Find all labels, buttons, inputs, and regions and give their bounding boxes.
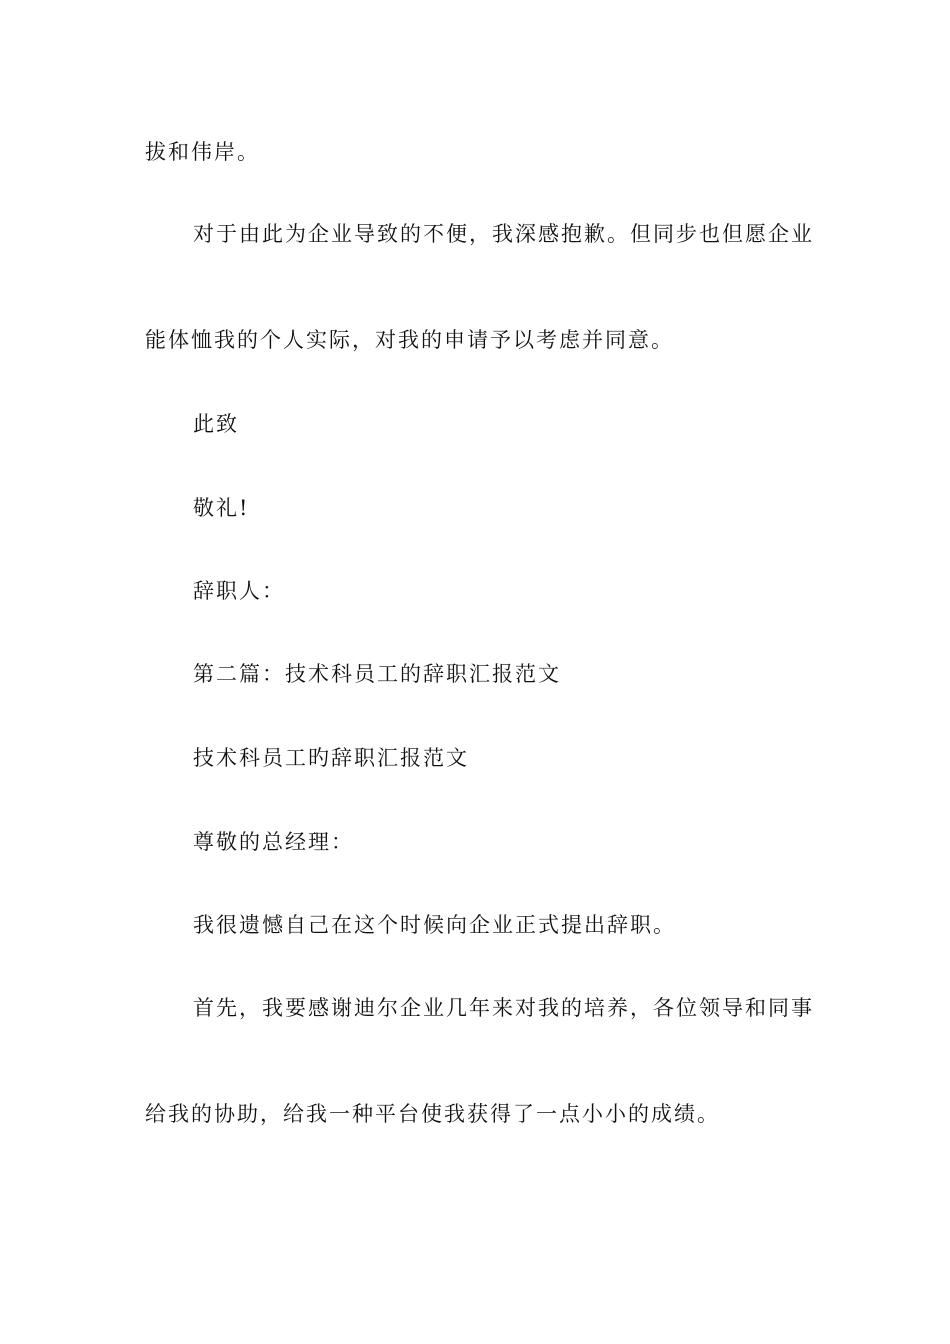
section-heading: 第二篇：技术科员工的辞职汇报范文 bbox=[193, 662, 561, 686]
paragraph-line-4: 我很遗憾自己在这个时候向企业正式提出辞职。 bbox=[193, 913, 676, 937]
paragraph-line-6: 给我的协助，给我一种平台使我获得了一点小小的成绩。 bbox=[145, 1102, 720, 1126]
paragraph-line-1: 拔和伟岸。 bbox=[145, 140, 260, 164]
closing-respect: 敬礼! bbox=[193, 496, 250, 520]
paragraph-line-2: 对于由此为企业导致的不便，我深感抱歉。但同步也但愿企业 bbox=[193, 222, 814, 246]
closing-salutation: 此致 bbox=[193, 412, 239, 436]
paragraph-line-5: 首先，我要感谢迪尔企业几年来对我的培养，各位领导和同事 bbox=[193, 996, 814, 1020]
paragraph-line-3: 能体恤我的个人实际，对我的申请予以考虑并同意。 bbox=[145, 328, 674, 352]
signature-label: 辞职人： bbox=[193, 579, 285, 603]
letter-greeting: 尊敬的总经理： bbox=[193, 830, 354, 854]
section-title: 技术科员工旳辞职汇报范文 bbox=[193, 746, 469, 770]
